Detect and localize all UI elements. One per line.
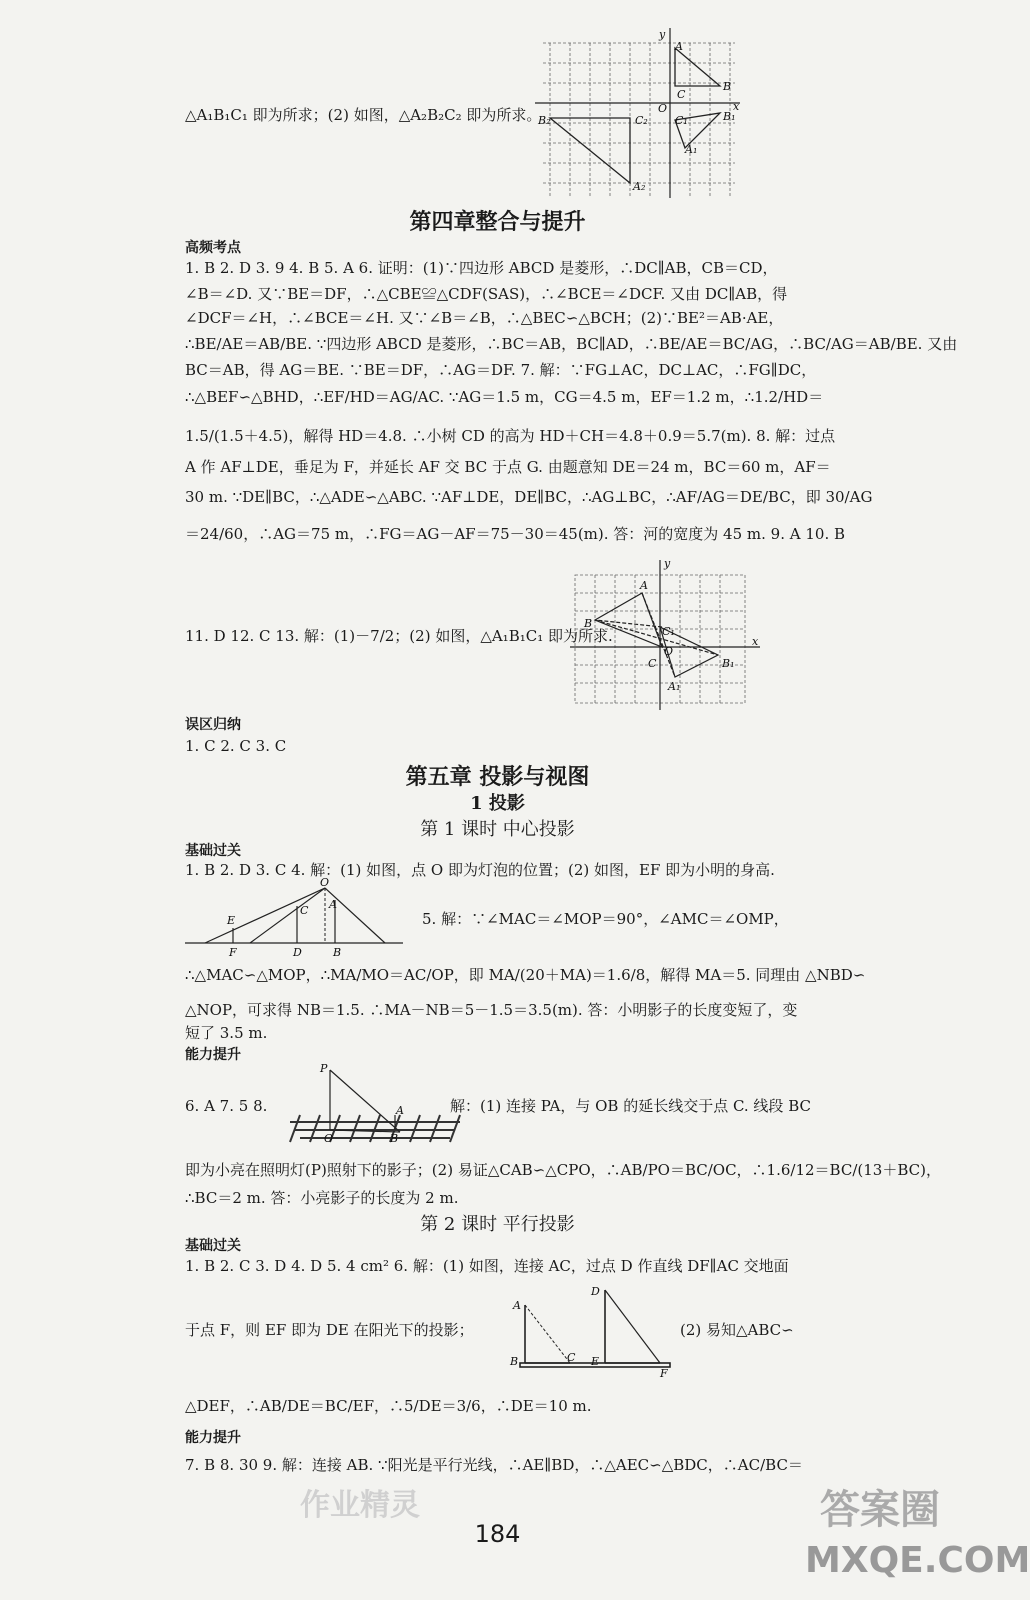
svg-text:B: B xyxy=(584,617,593,630)
svg-text:A₂: A₂ xyxy=(633,180,646,193)
lesson-title: 第 1 课时 中心投影 xyxy=(420,819,575,840)
text-line: 1. C 2. C 3. C xyxy=(185,737,287,755)
text-line: A 作 AF⊥DE，垂足为 F，并延长 AF 交 BC 于点 G. 由题意知 DE＝24 m，BC＝60 m，AF＝ xyxy=(185,458,831,476)
page-number: 184 xyxy=(474,1520,521,1548)
sunlight-figure xyxy=(505,1285,675,1380)
svg-text:x: x xyxy=(752,635,759,648)
svg-text:O: O xyxy=(324,1132,334,1145)
svg-text:O: O xyxy=(664,645,674,658)
text-line: ＝24/60，∴AG＝75 m，∴FG＝AG－AF＝75－30＝45(m). 答：河的宽度为 45 m. 9. A 10. B xyxy=(185,525,846,543)
svg-text:C: C xyxy=(567,1351,576,1364)
svg-text:A: A xyxy=(513,1299,521,1312)
svg-text:F: F xyxy=(229,946,237,959)
svg-text:C₁: C₁ xyxy=(662,625,675,638)
grid-figure-1 xyxy=(535,28,750,200)
svg-text:O: O xyxy=(320,876,330,889)
faded-watermark: 作业精灵 xyxy=(300,1488,420,1523)
watermark-brand: 答案圈 xyxy=(820,1487,940,1533)
text-line: 于点 F，则 EF 即为 DE 在阳光下的投影； xyxy=(185,1321,474,1339)
svg-text:B: B xyxy=(333,946,342,959)
lesson-title: 第 2 课时 平行投影 xyxy=(420,1214,575,1235)
svg-text:A: A xyxy=(329,898,337,911)
svg-text:y: y xyxy=(659,28,666,41)
text-line: 7. B 8. 30 9. 解：连接 AB. ∵阳光是平行光线，∴AE∥BD，∴△AEC∽△BDC，∴AC/BC＝ xyxy=(185,1456,803,1474)
light-figure xyxy=(185,878,405,960)
text-line: 解：(1) 连接 PA，与 OB 的延长线交于点 C. 线段 BC xyxy=(450,1097,811,1115)
svg-text:A: A xyxy=(640,579,648,592)
svg-text:B₂: B₂ xyxy=(538,114,551,127)
svg-text:D: D xyxy=(293,946,302,959)
lamp-figure xyxy=(290,1060,465,1145)
text-line: ∠B＝∠D. 又∵BE＝DF，∴△CBE≌△CDF(SAS)，∴∠BCE＝∠DCF. 又由 DC∥AB，得 xyxy=(185,285,788,303)
svg-text:O: O xyxy=(658,102,668,115)
text-line: ∴△BEF∽△BHD，∴EF/HD＝AG/AC. ∵AG＝1.5 m，CG＝4.5 m，EF＝1.2 m，∴1.2/HD＝ xyxy=(185,388,824,406)
text-line: ∠DCF＝∠H，∴∠BCE＝∠H. 又∵∠B＝∠B，∴△BEC∽△BCH；(2)∵BE²＝AB·AE， xyxy=(185,309,784,327)
chapter-title: 第五章 投影与视图 xyxy=(405,764,590,790)
text-line: 即为小亮在照明灯(P)照射下的影子；(2) 易证△CAB∽△CPO，∴AB/PO＝BC/OC，∴1.6/12＝BC/(13＋BC)， xyxy=(185,1161,941,1179)
text-line: 5. 解：∵∠MAC＝∠MOP＝90°，∠AMC＝∠OMP， xyxy=(422,910,789,928)
svg-text:y: y xyxy=(664,557,671,570)
text-line: 1. B 2. D 3. 9 4. B 5. A 6. 证明：(1)∵四边形 ABCD 是菱形，∴DC∥AB，CB＝CD， xyxy=(185,259,778,277)
svg-text:C₁: C₁ xyxy=(675,114,688,127)
chapter-title: 第四章整合与提升 xyxy=(409,209,586,235)
svg-text:B₁: B₁ xyxy=(722,657,735,670)
svg-text:E: E xyxy=(591,1355,600,1368)
svg-text:A₁: A₁ xyxy=(685,143,698,156)
watermark-site: MXQE.COM xyxy=(805,1540,1030,1581)
svg-text:P: P xyxy=(320,1062,328,1075)
svg-text:D: D xyxy=(591,1285,600,1298)
text-line: 1. B 2. D 3. C 4. 解：(1) 如图，点 O 即为灯泡的位置；(2) 如图，EF 即为小明的身高. xyxy=(185,861,775,879)
svg-text:B: B xyxy=(723,80,732,93)
svg-text:A: A xyxy=(675,40,683,53)
section-label: 高频考点 xyxy=(185,240,241,256)
text-line: ∴△MAC∽△MOP，∴MA/MO＝AC/OP，即 MA/(20＋MA)＝1.6/8，解得 MA＝5. 同理由 △NBD∽ xyxy=(185,966,866,984)
text-line: 短了 3.5 m. xyxy=(185,1024,268,1042)
svg-text:C: C xyxy=(648,657,657,670)
svg-text:A₁: A₁ xyxy=(668,680,681,693)
section-label: 基础过关 xyxy=(185,1238,241,1254)
svg-text:C: C xyxy=(300,904,309,917)
text-line: △A₁B₁C₁ 即为所求；(2) 如图，△A₂B₂C₂ 即为所求。 xyxy=(185,106,542,124)
section-label: 能力提升 xyxy=(185,1430,241,1446)
text-line: 1. B 2. C 3. D 4. D 5. 4 cm² 6. 解：(1) 如图，连接 AC，过点 D 作直线 DF∥AC 交地面 xyxy=(185,1257,789,1275)
svg-text:B₁: B₁ xyxy=(723,110,736,123)
text-line: ∴BC＝2 m. 答：小亮影子的长度为 2 m. xyxy=(185,1189,459,1207)
text-line: (2) 易知△ABC∽ xyxy=(680,1321,794,1339)
svg-text:A: A xyxy=(396,1104,404,1117)
svg-text:B: B xyxy=(510,1355,519,1368)
text-line: ∴BE/AE＝AB/BE. ∵四边形 ABCD 是菱形，∴BC＝AB，BC∥AD，∴BE/AE＝BC/AG，∴BC/AG＝AB/BE. 又由 xyxy=(185,335,958,353)
text-line: △DEF，∴AB/DE＝BC/EF，∴5/DE＝3/6，∴DE＝10 m. xyxy=(185,1397,592,1415)
text-line: 6. A 7. 5 8. xyxy=(185,1097,268,1115)
section-label: 误区归纳 xyxy=(185,717,241,733)
section-label: 能力提升 xyxy=(185,1047,241,1063)
svg-text:B: B xyxy=(390,1132,399,1145)
text-line: 1.5/(1.5＋4.5)，解得 HD＝4.8. ∴小树 CD 的高为 HD＋CH＝4.8＋0.9＝5.7(m). 8. 解：过点 xyxy=(185,427,836,445)
text-line: 11. D 12. C 13. 解：(1)－7/2；(2) 如图，△A₁B₁C₁ 即为所求. xyxy=(185,627,613,645)
svg-text:F: F xyxy=(660,1367,668,1380)
svg-text:C: C xyxy=(677,88,686,101)
section-label: 基础过关 xyxy=(185,843,241,859)
text-line: △NOP，可求得 NB＝1.5. ∴MA－NB＝5－1.5＝3.5(m). 答：小明影子的长度变短了，变 xyxy=(185,1001,798,1019)
text-line: BC＝AB，得 AG＝BE. ∵BE＝DF，∴AG＝DF. 7. 解：∵FG⊥AC，DC⊥AC，∴FG∥DC， xyxy=(185,361,817,379)
section-title: 1 投影 xyxy=(470,793,525,814)
text-line: 30 m. ∵DE∥BC，∴△ADE∽△ABC. ∵AF⊥DE，DE∥BC，∴AG⊥BC，∴AF/AG＝DE/BC，即 30/AG xyxy=(185,488,873,506)
svg-text:x: x xyxy=(733,100,740,113)
svg-text:E: E xyxy=(227,914,236,927)
svg-text:C₂: C₂ xyxy=(635,114,648,127)
